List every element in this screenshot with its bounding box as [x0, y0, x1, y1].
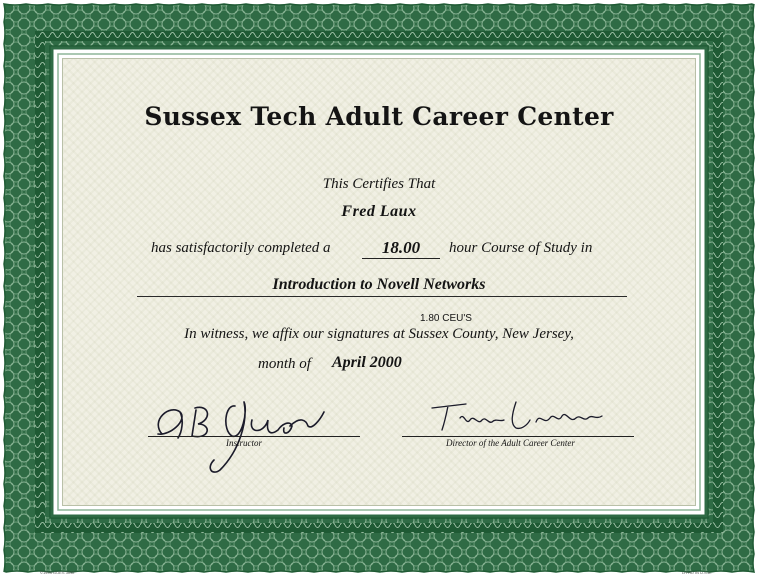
fine-print-left: ©1993 GOES 3092: [40, 570, 75, 575]
course-underline: [137, 296, 627, 297]
certifies-line: This Certifies That: [322, 176, 436, 192]
month-value: April 2000: [332, 354, 402, 371]
director-label: Director of the Adult Career Center: [446, 438, 575, 448]
fine-print-right: LITHO IN U.S.A.: [682, 570, 712, 575]
completed-prefix: has satisfactorily completed a: [151, 240, 331, 256]
witness-line: In witness, we affix our signatures at Sussex County, New Jersey,: [184, 326, 574, 342]
instructor-label: Instructor: [226, 438, 262, 448]
instructor-signature: [140, 390, 340, 480]
month-label: month of: [258, 356, 311, 372]
course-name: Introduction to Novell Networks: [272, 276, 486, 293]
certificate-title: Sussex Tech Adult Career Center: [144, 102, 614, 131]
instructor-signature-line: [148, 436, 360, 437]
director-signature-line: [402, 436, 634, 437]
director-signature: [426, 396, 616, 441]
ceus-value: 1.80 CEU'S: [420, 313, 472, 324]
recipient-name: Fred Laux: [341, 203, 417, 220]
course-hours: 18.00: [362, 238, 440, 259]
completed-suffix: hour Course of Study in: [449, 240, 593, 256]
